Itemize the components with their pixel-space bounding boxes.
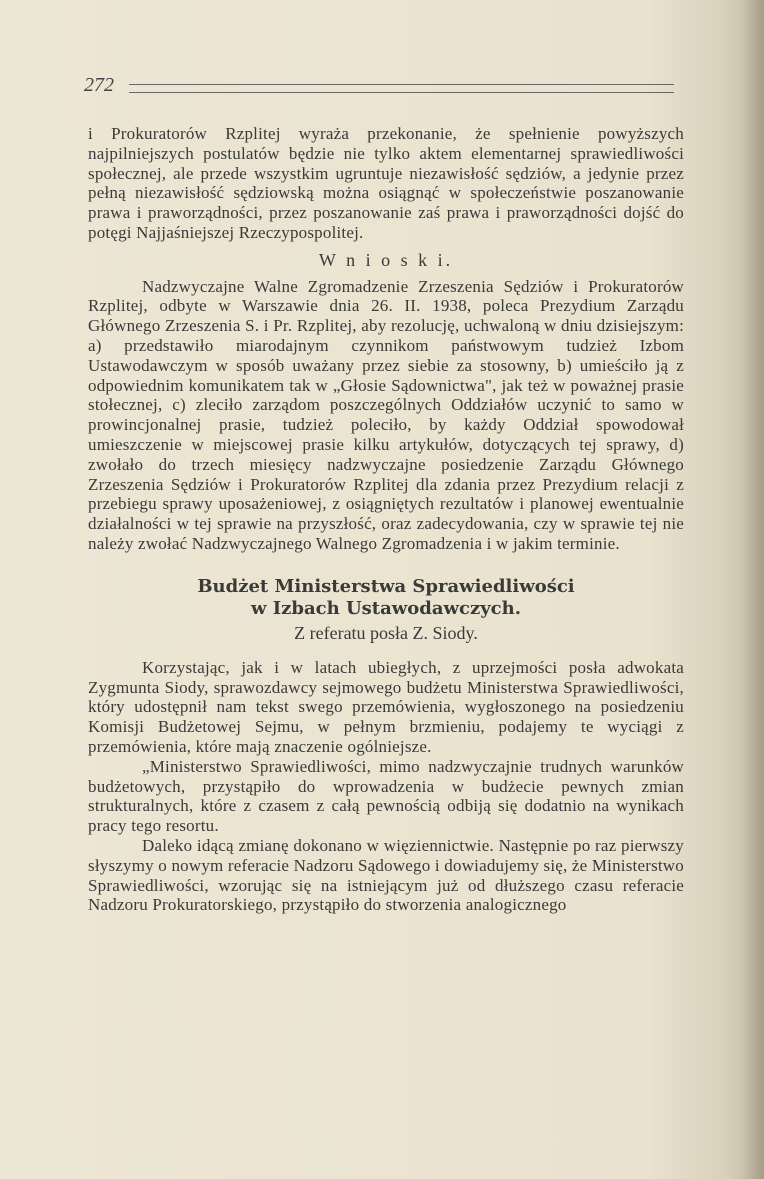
section-title [88,576,684,620]
page-number: 272 [84,74,114,96]
paragraph-3: Korzystając, jak i w latach ubiegłych, z uprzejmości posła adwokata Zygmunta Siody, sprawozdawcy sejmowego budżetu Ministerstwa Sprawiedliwości, który udostępnił nam tekst swego przemówienia, wygłoszonego na posiedzeniu Komisji Budżetowej Sejmu, w pełnym brzmieniu, podajemy te wyciągi z przemówienia, które mają znaczenie ogólniejsze. [88,657,684,756]
section-title-line-1: Budżet Ministerstwa Sprawiedliwości [197,575,575,597]
wnioski-heading: W n i o s k i. [318,249,454,270]
paragraph-1: i Prokuratorów Rzplitej wyraża przekonanie, że spełnienie powyższych najpilniejszych postulatów będzie nie tylko aktem elementarnej sprawiedliwości społecznej, ale przede wszystkim ugruntuje niezawisłość sędziów, a jedynie przez pełną niezawisłość sędziowską można osiągnąć w społeczeństwie poszanowanie prawa i praworządności, przez poszanowanie zaś prawa i praworządności dojść do potęgi Najjaśniejszej Rzeczypospolitej. [88,124,684,242]
header-rule [129,84,674,93]
paragraph-4: „Ministerstwo Sprawiedliwości, mimo nadzwyczajnie trudnych warunków budżetowych, przystąpiło do wprowadzenia w budżecie pewnych zmian strukturalnych, które z czasem z całą pewnością odbiją się dodatnio na wynikach pracy tego resortu. [88,756,684,836]
paragraph-2: Nadzwyczajne Walne Zgromadzenie Zrzeszenia Sędziów i Prokuratorów Rzplitej, odbyte w Warszawie dnia 26. II. 1938, poleca Prezydium Zarządu Głównego Zrzeszenia S. i Pr. Rzplitej, aby rezolucję, uchwaloną w dniu dzisiejszym: a) przedstawiło miarodajnym czynnikom państwowym tudzież Izbom Ustawodawczym w sposób uważany przez siebie za stosowny, b) umieściło ją z odpowiednim komunikatem tak w „Głosie Sądownictwa", jak też w poważnej prasie stołecznej, c) zleciło zarządom poszczególnych Oddziałów uczynić to samo w prowincjonalnej prasie, tudzież poleciło, by każdy Oddział spowodował umieszczenie w miejscowej prasie kilku artykułów, dotyczących tej sprawy, d) zwołało do trzech miesięcy nadzwyczajne posiedzenie Zarządu Głównego Zrzeszenia Sędziów i Prokuratorów Rzplitej dla zdania przez Prezydium relacji z przebiegu sprawy uposażeniowej, z osiągniętych rezultatów i planowej ewentualnie działalności w tej sprawie na przyszłość, oraz zadecydowania, czy w sprawie tej nie należy zwołać Nadzwyczajnego Walnego Zgromadzenia i w jakim terminie. [88,276,684,553]
page-edge-shadow [742,0,764,1179]
paragraph-5: Daleko idącą zmianę dokonano w więziennictwie. Następnie po raz pierwszy słyszymy o nowym referacie Nadzoru Sądowego i dowiadujemy się, że Ministerstwo Sprawiedliwości, wzorując się na istniejącym już od dłuższego czasu referacie Nadzoru Prokuratorskiego, przystąpiło do stworzenia analogicznego [88,835,684,915]
page-body [88,124,684,915]
section-title-line-2: w Izbach Ustawodawczych. [251,597,521,619]
page-header [84,74,684,104]
section-subtitle: Z referatu posła Z. Siody. [294,622,478,643]
